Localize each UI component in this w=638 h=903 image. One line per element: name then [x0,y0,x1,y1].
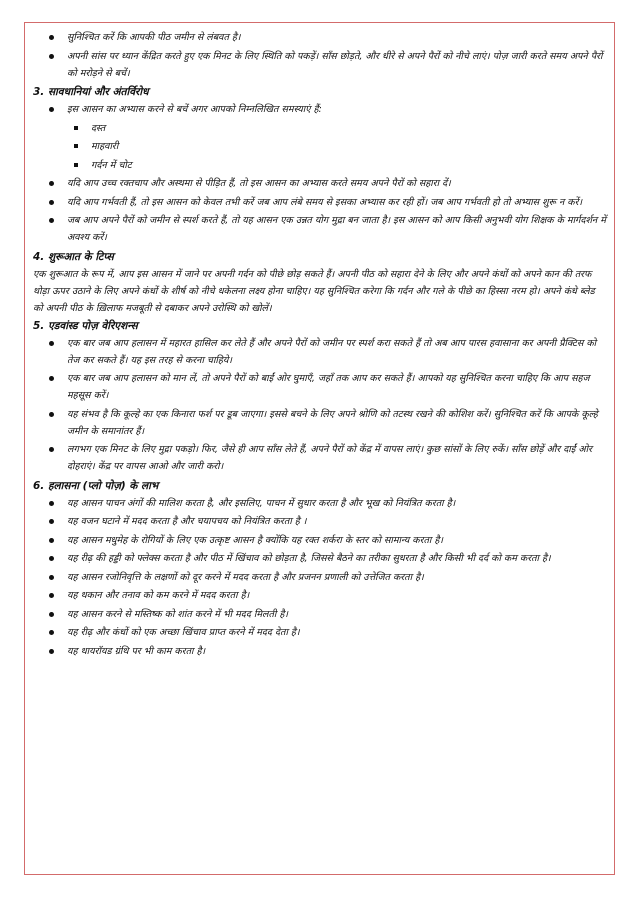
benefits-list [33,495,606,660]
contraindication-sublist [33,120,606,174]
advanced-variations-list [33,335,606,476]
list-item: एक बार जब आप हलासन को मान लें, तो अपने पैरों को बाईं ओर घुमाएँ, जहाँ तक आप कर सकते हैं। आपको यह सुनिश्चित करना चाहिए कि आप सहज महसूस करें। [33,370,606,404]
list-item: यह संभव है कि कूल्हे का एक किनारा फर्श पर डूब जाएगा। इससे बचने के लिए अपने श्रोणि को तटस्थ रखने की कोशिश करें। सुनिश्चित करें कि आपके कूल्हे जमीन के समानांतर हैं। [33,406,606,440]
list-item: यह आसन पाचन अंगों की मालिश करता है, और इसलिए, पाचन में सुधार करता है और भूख को नियंत्रित करता है। [33,495,606,512]
list-item: यह आसन मधुमेह के रोगियों के लिए एक उत्कृष्ट आसन है क्योंकि यह रक्त शर्करा के स्तर को सामान्य करता है। [33,532,606,549]
section-heading-beginner-tips: 4. शुरूआत के टिप्स [33,250,114,263]
precautions-list [33,101,606,118]
list-item: लगभग एक मिनट के लिए मुद्रा पकड़ो। फिर, जैसे ही आप साँस लेते हैं, अपने पैरों को केंद्र में वापस लाएं। कुछ सांसों के लिए रुकें। साँस छोड़ें और दाईं ओर दोहराएं। केंद्र पर वापस आओ और जारी करो। [33,441,606,475]
list-item: यह आसन रजोनिवृत्ति के लक्षणों को दूर करने में मदद करता है और प्रजनन प्रणाली को उत्तेजित करता है। [33,569,606,586]
list-item: यदि आप उच्च रक्तचाप और अस्थमा से पीड़ित हैं, तो इस आसन का अभ्यास करते समय अपने पैरों को सहारा दें। [33,175,606,192]
list-item: जब आप अपने पैरों को जमीन से स्पर्श करते हैं, तो यह आसन एक उन्नत योग मुद्रा बन जाता है। इस आसन को आप किसी अनुभवी योग शिक्षक के मार्गदर्शन में अवश्य करें। [33,212,606,246]
list-item: इस आसन का अभ्यास करने से बचें अगर आपको निम्नलिखित समस्याएं हैं: [33,101,606,118]
section-heading-advanced-variations: 5. एडवांस्ड पोज़ वेरिएशन्स [33,319,138,332]
section-heading-precautions: 3. सावधानियां और अंतर्विरोध [33,86,149,98]
beginner-tips-paragraph: एक शुरूआत के रूप में, आप इस आसन में जाने पर अपनी गर्दन को पीछे छोड़ सकते हैं। अपनी पीठ को सहारा देने के लिए और अपने कंधों को अपने कान की तरफ थोड़ा ऊपर उठाने के लिए अपने कंधों के शीर्ष को नीचे धकेलना लक्ष्य होना चाहिए। यह सुनिश्चित करेगा कि गर्दन और गले के पीछे का हिस्सा नरम हो। अपने कंधे ब्लेड को अपनी पीठ के ख़िलाफ मजबूती से दबाकर अपने उरोस्थि को खोलें। [33,268,595,314]
intro-bullet-list [33,29,606,82]
list-item: यह थकान और तनाव को कम करने में मदद करता है। [33,587,606,604]
list-item: यदि आप गर्भवती हैं, तो इस आसन को केवल तभी करें जब आप लंबे समय से इसका अभ्यास कर रही हों। जब आप गर्भवती हो तो अभ्यास शुरू न करें। [33,194,606,211]
sub-list-item: दस्त [33,120,606,137]
list-item: सुनिश्चित करें कि आपकी पीठ जमीन से लंबवत है। [33,29,606,46]
document-page [24,22,615,875]
list-item: यह आसन करने से मस्तिष्क को शांत करने में भी मदद मिलती है। [33,606,606,623]
section-heading-benefits: 6. हलासना (प्लो पोज़) के लाभ [33,479,159,492]
sub-list-item: गर्दन में चोट [33,157,606,174]
sub-list-item: माहवारी [33,138,606,155]
list-item: एक बार जब आप हलासन में महारत हासिल कर लेते हैं और अपने पैरों को जमीन पर स्पर्श करा सकते हैं तो अब आप पारस हवासाना कर अपनी प्रैक्टिस को तेज कर सकते हैं। यह इस तरह से करना चाहिये। [33,335,606,369]
list-item: यह थायरॉयड ग्रंथि पर भी काम करता है। [33,643,606,660]
list-item: अपनी सांस पर ध्यान केंद्रित करते हुए एक मिनट के लिए स्थिति को पकड़ें। साँस छोड़ते, और धीरे से अपने पैरों को नीचे लाएं। पोज़ जारी करते समय अपने पैरों को मरोड़ने से बचें। [33,48,606,82]
precautions-list-continued [33,175,606,246]
list-item: यह रीढ़ और कंधों को एक अच्छा खिंचाव प्राप्त करने में मदद देता है। [33,624,606,641]
list-item: यह रीढ़ की हड्डी को फ्लेक्स करता है और पीठ में खिंचाव को छोड़ता है, जिससे बैठने का तरीका सुधरता है और किसी भी दर्द को कम करता है। [33,550,606,567]
list-item: यह वजन घटाने में मदद करता है और चयापचय को नियंत्रित करता है । [33,513,606,530]
